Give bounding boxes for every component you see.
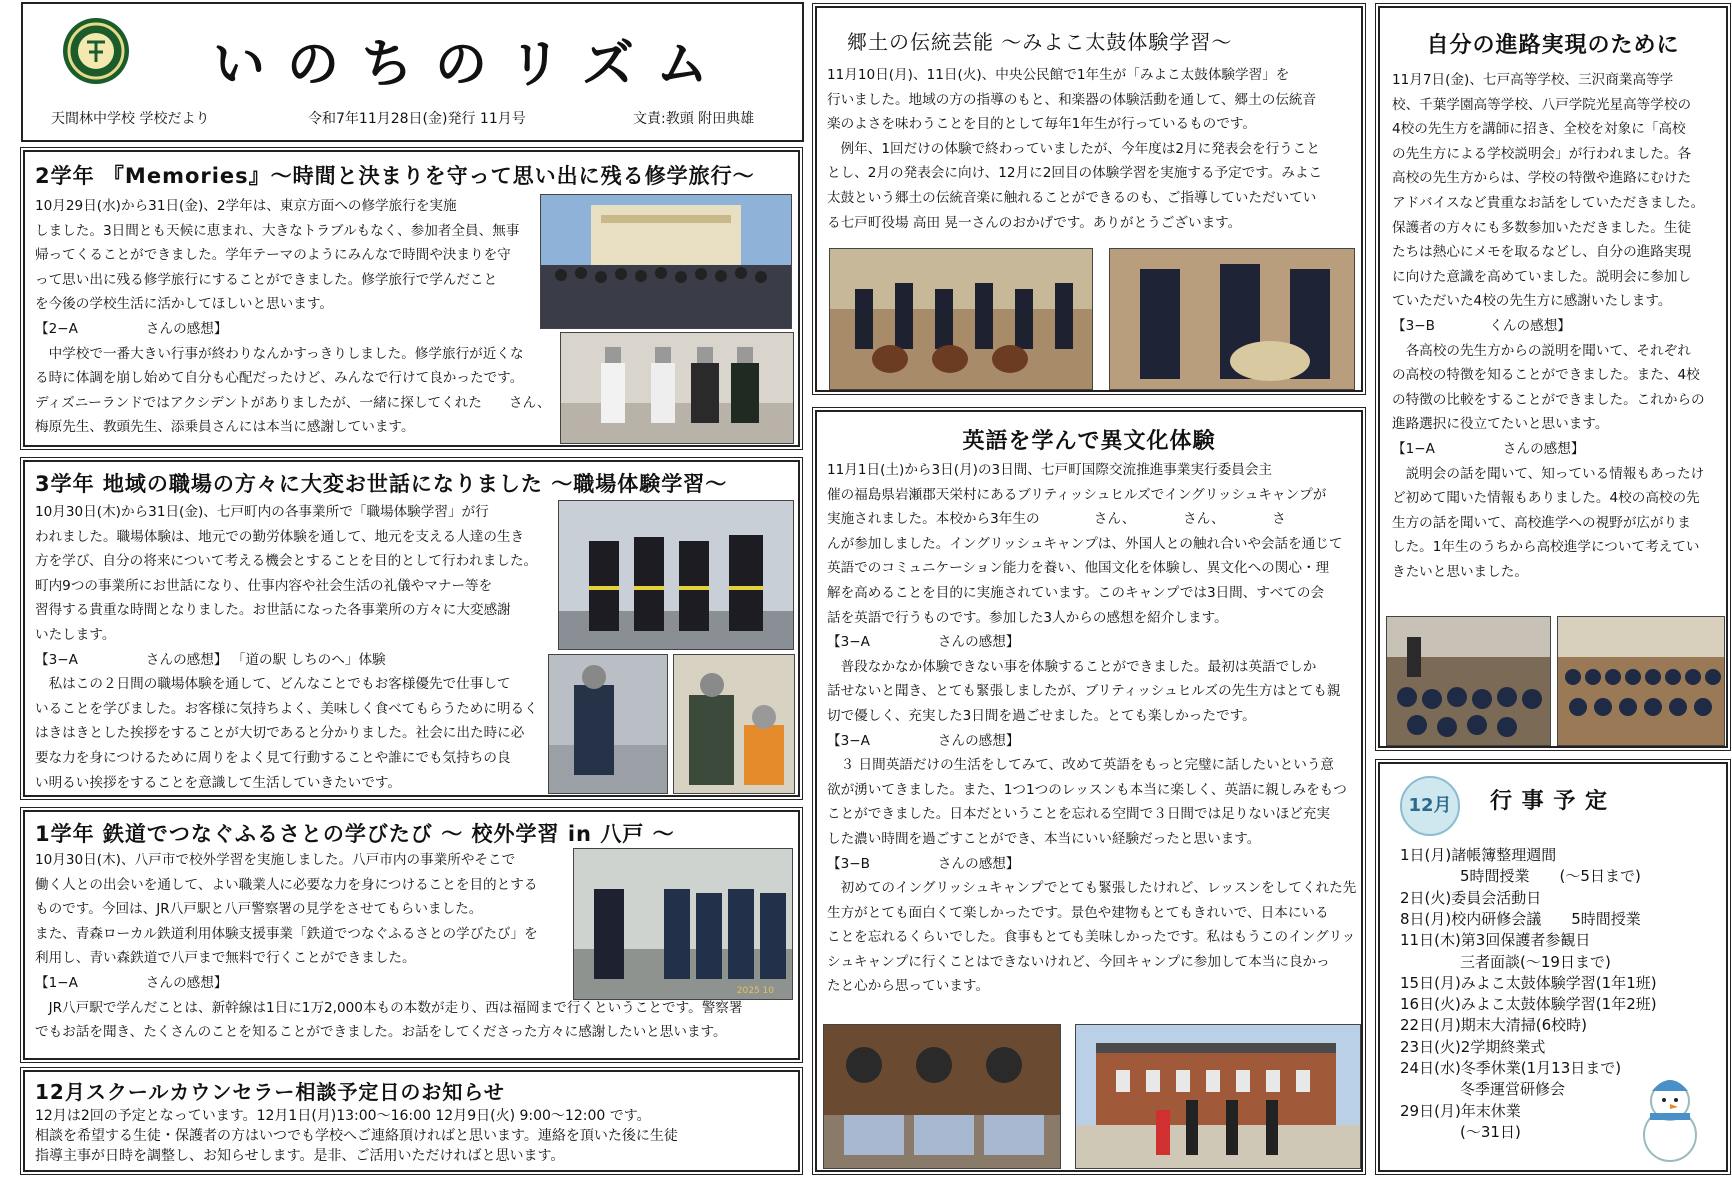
body-line: 各高校の先生方からの説明を聞いて、それぞれ (1392, 342, 1691, 359)
section-schedule (1378, 762, 1728, 1172)
body-line: 生方の話を聞いて、高校進学への視野が広がりま (1392, 514, 1691, 531)
body-line: 英語でのコミュニケーション能力を養い、他国文化を体験し、異文化への関心・理 (827, 560, 1330, 577)
section-english (815, 410, 1363, 1172)
newsletter-title: いのちのリズム (213, 34, 730, 95)
section-title: 12月スクールカウンセラー相談予定日のお知らせ (35, 1080, 505, 1104)
body-line: 【3−A さんの感想】 (827, 732, 1020, 749)
body-line: 方を学び、自分の将来について考える機会とすることを目的として行われました。 (35, 553, 538, 570)
schedule-item: 冬季運営研修会 (1400, 1080, 1566, 1099)
section-career (1378, 6, 1728, 748)
body-line: 【2−A さんの感想】 (35, 320, 228, 337)
section-grade3 (23, 460, 800, 797)
schedule-item: 24日(水)冬季休業(1月13日まで) (1400, 1059, 1622, 1077)
body-line: 【3−B くんの感想】 (1392, 317, 1571, 334)
body-line: 進路選択に役立てたいと思います。 (1392, 416, 1609, 433)
body-line: ど初めて聞いた情報もありました。4校の高校の先 (1392, 490, 1700, 507)
camp-group-photo (823, 1024, 1061, 1169)
body-line: 楽のよさを味わうことを目的として毎年1年生が行っているものです。 (827, 116, 1256, 133)
body-line: る七戸町役場 高田 晃一さんのおかげです。ありがとうございます。 (827, 214, 1242, 231)
body-line: 要な力を身につけるために周りをよく見て行動することや誰にでも気持ちの良 (35, 749, 511, 766)
schedule-item: 2日(火)委員会活動日 (1400, 888, 1542, 907)
body-line: 10月29日(水)から31日(金)、2学年は、東京方面への修学旅行を実施 (35, 198, 457, 214)
roadside-station-photo (673, 654, 795, 794)
svg-text:2025 10: 2025 10 (736, 986, 774, 996)
body-line: 梅原先生、教頭先生、添乗員さんには本当に感謝しています。 (35, 419, 415, 436)
section-body (35, 500, 595, 795)
body-line: 11月10日(月)、11日(火)、中央公民館で1年生が「みよこ太鼓体験学習」を (827, 67, 1290, 83)
body-line: いることを学びました。お客様に気持ちよく、美味しく食べてもらうために明るく (35, 700, 538, 717)
section-body (827, 458, 1357, 999)
schedule-item: 29日(月)年末休業 (1400, 1101, 1521, 1120)
section-body (35, 1106, 790, 1166)
body-line: 解を高めることを目的に実施されています。このキャンプでは3日間、すべての会 (827, 584, 1325, 601)
taiko-practice-photo (829, 248, 1093, 390)
section-grade2 (23, 150, 800, 447)
body-line: した。1年生のうちから高校進学について考えてい (1392, 539, 1700, 556)
body-line: んが参加しました。イングリッシュキャンプは、外国人との触れ合いや会話を通じて (827, 535, 1343, 552)
body-line: 働く人との出会いを通して、よい職業人に必要な力を身につけることを目的とする (35, 876, 538, 893)
body-line: ことができました。日本だということを忘れる空間で３日間では足りないほど充実 (827, 806, 1330, 823)
schedule-item: 23日(火)2学期終業式 (1400, 1037, 1546, 1056)
body-line: ものです。今回は、JR八戸駅と八戸警察署の見学をさせてもらいました。 (35, 901, 483, 918)
firefighter-photo (558, 500, 794, 650)
schedule-item: (〜31日) (1400, 1122, 1521, 1141)
body-line: 【1−A さんの感想】 (1392, 440, 1585, 457)
body-line: 町内9つの事業所にお世話になり、仕事内容や社会生活の礼儀やマナー等を (35, 577, 493, 594)
body-line: 【1−A さんの感想】 (35, 974, 228, 991)
section-title: 郷土の伝統芸能 〜みよこ太鼓体験学習〜 (847, 30, 1233, 54)
body-line: 普段なかなか体験できない事を体験することができました。最初は英語でしか (827, 658, 1317, 675)
body-line: 【3−B さんの感想】 (827, 855, 1020, 872)
body-line: 12月は2回の予定となっています。12月1日(月)13:00〜16:00 12月9日(火) 9:00〜12:00 です。 (35, 1108, 651, 1124)
station-visit-photo (573, 848, 793, 1000)
section-counselor (23, 1070, 800, 1172)
schedule-item: 16日(火)みよこ太鼓体験学習(1年2班) (1400, 995, 1657, 1014)
body-line: いたします。 (35, 626, 116, 643)
body-line: ディズニーランドではアクシデントがありましたが、一緒に探してくれた さん、 (35, 394, 551, 411)
body-line: アドバイスなど貴重なお話をしていただきました。 (1392, 194, 1705, 211)
body-line: る時に体調を崩し始めて自分も心配だったけど、みんなで行けて良かったです。 (35, 370, 524, 387)
body-line: 切で優しく、充実した3日間を過ごせました。とても楽しかったです。 (827, 707, 1256, 724)
body-line: 11月1日(土)から3日(月)の3日間、七戸町国際交流推進事業実行委員会主 (827, 462, 1273, 478)
masthead (21, 2, 804, 142)
body-line: した濃い時間を過ごすことができ、本当にいい経験だったと思います。 (827, 830, 1261, 847)
calendar-badge-icon: 12月 (1400, 776, 1460, 836)
body-line: 私はこの２日間の職場体験を通して、どんなことでもお客様優先で仕事して (35, 676, 511, 693)
body-line: い明るい挨拶をすることを意識して生活していきたいです。 (35, 774, 401, 791)
body-line: しました。3日間とも天候に恵まれ、大きなトラブルもなく、参加者全員、無事 (35, 222, 520, 239)
body-line: とし、2月の発表会に向け、12月に2回目の体験学習を実施する予定です。みよこ (827, 165, 1323, 182)
british-hills-photo (1075, 1024, 1361, 1169)
body-line: JR八戸駅で学んだことは、新幹線は1日に1万2,000本もの本数が走り、西は福岡まで行くということです。警察署 (35, 999, 743, 1016)
body-line: を今後の学校生活に活かしてほしいと思います。 (35, 296, 333, 313)
body-line: 説明会の話を聞いて、知っている情報もあったけ (1392, 465, 1705, 482)
body-line: 例年、1回だけの体験で終わっていましたが、今年度は2月に発表会を行うこと (827, 140, 1320, 157)
section-grade1 (23, 810, 800, 1060)
body-line: はきはきとした挨拶をすることが大切であると分かりました。社会に出た時に必 (35, 725, 525, 742)
body-line: たと心から思っています。 (827, 978, 990, 995)
body-line: ことを忘れるくらいでした。食事もとても美味しかったです。私はもうこのイングリッ (827, 929, 1356, 946)
body-line: 保護者の方々にも多数参加いただきました。生徒 (1392, 219, 1692, 236)
schedule-item: 5時間授業 (〜5日まで) (1400, 867, 1641, 886)
section-title: 2学年 『Memories』〜時間と決まりを守って思い出に残る修学旅行〜 (35, 164, 755, 188)
school-name: 天間林中学校 学校だより (51, 111, 210, 127)
body-line: 話を英語で行うものです。参加した3人からの感想を紹介します。 (827, 609, 1228, 626)
body-line: って思い出に残る修学旅行にすることができました。修学旅行で学んだこと (35, 271, 498, 288)
schedule-item: 11日(木)第3回保護者参観日 (1400, 931, 1591, 950)
section-body (1392, 68, 1722, 584)
briefing-photo-2 (1557, 616, 1725, 746)
body-line: 話せないと聞き、とても緊張しましたが、ブリティッシュヒルズの先生方はとても親 (827, 683, 1341, 700)
body-line: たちは熱心にメモを取るなどし、自分の進路実現 (1392, 244, 1692, 261)
body-line: 習得する貴重な時間となりました。お世話になった各事業所の方々に大変感謝 (35, 602, 511, 619)
body-line: の特徴の比較をすることができました。これからの (1392, 391, 1705, 408)
group-photo (540, 194, 792, 329)
section-title: 行 事 予 定 (1490, 789, 1608, 814)
body-line: 帰ってくることができました。学年テーマのようにみんなで時間や決まりを守 (35, 247, 511, 264)
author: 文責:教頭 附田典雄 (633, 111, 755, 127)
body-line: 初めてのイングリッシュキャンプでとても緊張したけれど、レッスンをしてくれた先 (827, 880, 1357, 897)
section-title: 1学年 鉄道でつなぐふるさとの学びたび 〜 校外学習 in 八戸 〜 (35, 822, 675, 846)
body-line: 実施されました。本校から3年生の さん、 さん、 さ (827, 511, 1286, 528)
body-line: 催の福島県岩瀬郡天栄村にあるブリティッシュヒルズでイングリッシュキャンプが (827, 486, 1327, 503)
body-line: の高校の特徴を知ることができました。また、4校 (1392, 367, 1700, 384)
body-line: 指導主事が日時を調整し、お知らせします。是非、ご活用いただければと思います。 (35, 1148, 565, 1164)
section-title: 自分の進路実現のために (1426, 33, 1680, 58)
body-line: われました。職場体験は、地元での勤労体験を通して、地元を支える人達の生き (35, 528, 525, 545)
body-line: 高校の先生方からは、学校の特徴や進路にむけた (1392, 170, 1692, 187)
body-line: 相談を希望する生徒・保護者の方はいつでも学校へご連絡頂ければと思います。連絡を頂いた後に生徒 (35, 1128, 678, 1144)
schedule-item: 1日(月)諸帳簿整理週間 (1400, 846, 1557, 864)
body-line: でもお話を聞き、たくさんのことを知ることができました。お話をしてくださった方々に感謝したいと思います。 (35, 1024, 727, 1041)
body-line: 【3−A さんの感想】 「道の駅 しちのへ」体験 (35, 651, 386, 668)
body-line: ていただいた4校の先生方に感謝いたします。 (1392, 293, 1672, 310)
school-emblem-icon (63, 18, 129, 84)
body-line: 10月30日(木)、八戸市で校外学習を実施しました。八戸市内の事業所やそこで (35, 852, 516, 868)
kitchen-photo (548, 654, 668, 794)
body-line: 11月7日(金)、七戸高等学校、三沢商業高等学 (1392, 72, 1674, 88)
body-line: シュキャンプに行くことはできないけれど、今回キャンプに参加して本当に良かっ (827, 953, 1330, 970)
body-line: また、青森ローカル鉄道利用体験支援事業「鉄道でつなぐふるさとの学びたび」を (35, 925, 538, 942)
section-body (35, 194, 590, 440)
section-title: 英語を学んで異文化体験 (962, 429, 1216, 454)
body-line: 中学校で一番大きい行事が終わりなんかすっきりしました。修学旅行が近くな (35, 345, 524, 362)
body-line: 10月30日(木)から31日(金)、七戸町内の各事業所で「職場体験学習」が行 (35, 504, 489, 520)
body-line: に向けた意識を高めていました。説明会に参加し (1392, 268, 1692, 285)
body-line: 太鼓という郷土の伝統音楽に触れることができるのも、ご指導していただいてい (827, 189, 1317, 206)
section-title: 3学年 地域の職場の方々に大変お世話になりました 〜職場体験学習〜 (35, 472, 728, 496)
schedule-item: 22日(月)期末大清掃(6校時) (1400, 1016, 1588, 1035)
disney-photo (560, 332, 794, 444)
section-taiko (815, 6, 1363, 392)
body-line: 利用し、青い森鉄道で八戸まで無料で行くことができました。 (35, 950, 416, 967)
issue-date: 令和7年11月28日(金)発行 11月号 (308, 111, 526, 127)
body-line: きたいと思いました。 (1392, 563, 1528, 580)
body-line: 行いました。地域の方の指導のもと、和楽器の体験活動を通して、郷土の伝統音 (827, 91, 1317, 108)
body-line: 欲が湧いてきました。また、1つ1つのレッスンも本当に楽しく、英語に親しみをもつ (827, 781, 1347, 798)
body-line: 4校の先生方を講師に招き、全校を対象に「高校 (1392, 121, 1686, 138)
schedule-item: 8日(月)校内研修会議 5時間授業 (1400, 909, 1641, 928)
schedule-item: 15日(月)みよこ太鼓体験学習(1年1班) (1400, 973, 1657, 992)
body-line: の先生方による学校説明会」が行われました。各 (1392, 145, 1692, 162)
schedule-item: 三者面談(〜19日まで) (1400, 952, 1611, 971)
taiko-students-photo (1109, 248, 1355, 390)
body-line: ３ 日間英語だけの生活をしてみて、改めて英語をもっと完璧に話したいという意 (827, 757, 1335, 774)
snowman-icon (1630, 1069, 1710, 1164)
body-line: 【3−A さんの感想】 (827, 634, 1020, 651)
briefing-photo-1 (1386, 616, 1551, 746)
body-line: 生方がとても面白くて楽しかったです。景色や建物もとてもきれいで、日本にいる (827, 904, 1329, 921)
body-line: 校、千葉学園高等学校、八戸学院光星高等学校の (1392, 96, 1692, 113)
section-body (827, 63, 1357, 235)
